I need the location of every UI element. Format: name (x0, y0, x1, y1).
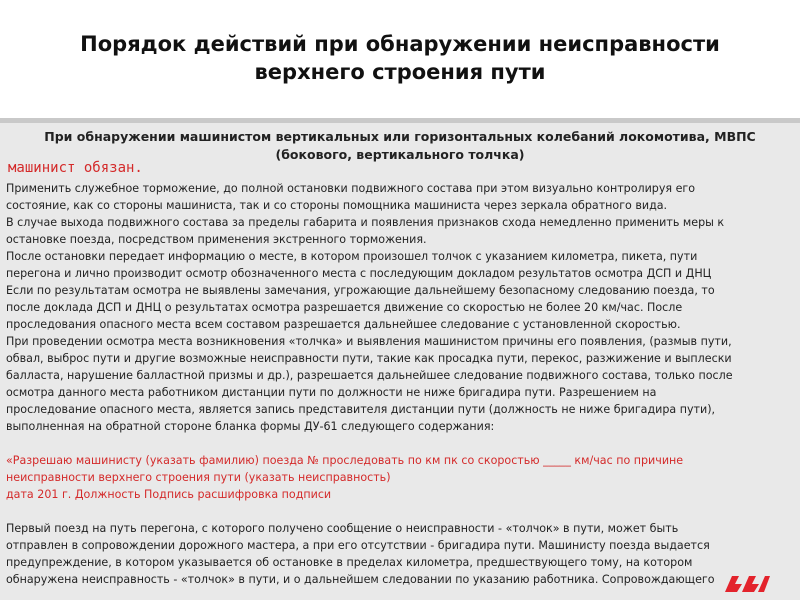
page-title (30, 30, 770, 86)
text-line: Первый поезд на путь перегона, с которого получено сообщение о неисправности - «толчок» в пути, может быть (6, 522, 679, 535)
duty-label: машинист обязан. (8, 160, 143, 176)
text-line: состояние, как со стороны машиниста, так и со стороны помощника машиниста через зеркала обратного вида. (6, 199, 668, 212)
text-line: Применить служебное торможение, до полной остановки подвижного состава при этом визуально контролируя его (6, 182, 696, 195)
text-line: После остановки передает информацию о месте, в котором произошел толчок с указанием километра, пикета, пути (6, 250, 698, 263)
title-line-2: верхнего строения пути (254, 60, 546, 84)
text-line: выполненная на обратной стороне бланка формы ДУ-61 следующего содержания: (6, 420, 495, 433)
text-line: балласта, нарушение балластной призмы и др.), разрешается дальнейшее следование подвижного состава, только после (6, 369, 733, 382)
permit-text-line: неисправности верхнего строения пути (указать неисправность) (6, 471, 391, 484)
subheading-line-2: (бокового, вертикального толчка) (275, 147, 525, 162)
permit-text-line: дата 201 г. Должность Подпись расшифровка подписи (6, 488, 332, 501)
text-line: проследование опасного места, является запись представителя дистанции пути (должность не ниже бригадира пути), (6, 403, 716, 416)
text-line: остановке поезда, посредством применения экстренного торможения. (6, 233, 427, 246)
text-line: перегона и лично производит осмотр обозначенного места с последующим докладом результатов осмотра ДСП и ДНЦ (6, 267, 712, 280)
subheading (10, 128, 790, 164)
paragraph-gap (6, 435, 796, 452)
text-line: При проведении осмотра места возникновения «толчка» и выявления машинистом причины его появления, (размыв пути, (6, 335, 732, 348)
text-line: предупреждение, в котором указывается об остановке в пределах километра, предшествующего тому, на котором (6, 556, 693, 569)
slide-header (0, 0, 800, 118)
text-line: проследования опасного места всем составом разрешается дальнейшее следование с установленной скоростью. (6, 318, 681, 331)
text-line: после доклада ДСП и ДНЦ о результатах осмотра разрешается движение со скоростью не более 20 км/час. После (6, 301, 683, 314)
rzd-logo (722, 572, 772, 596)
instruction-text (6, 180, 796, 588)
text-line: обвал, выброс пути и другие возможные неисправности пути, такие как просадка пути, перекос, разжижение и выплески (6, 352, 732, 365)
text-line: отправлен в сопровождении дорожного мастера, а при его отсутствии - бригадира пути. Машинисту поезда выдается (6, 539, 710, 552)
paragraph-gap (6, 503, 796, 520)
permit-text-line: «Разрешаю машинисту (указать фамилию) поезда № проследовать по км пк со скоростью _____ км/час по причине (6, 454, 684, 467)
text-line: В случае выхода подвижного состава за пределы габарита и появления признаков схода немедленно применить меры к (6, 216, 725, 229)
text-line: осмотра данного места работником дистанции пути по должности не ниже бригадира пути. Разрешением на (6, 386, 657, 399)
text-line: обнаружена неисправность - «толчок» в пути, и о дальнейшем следовании по указанию работника. Сопровождающего (6, 573, 715, 586)
text-line: Если по результатам осмотра не выявлены замечания, угрожающие дальнейшему безопасному следованию поезда, то (6, 284, 715, 297)
subheading-line-1: При обнаружении машинистом вертикальных или горизонтальных колебаний локомотива, МВПС (44, 129, 756, 144)
title-line-1: Порядок действий при обнаружении неисправности (80, 32, 720, 56)
